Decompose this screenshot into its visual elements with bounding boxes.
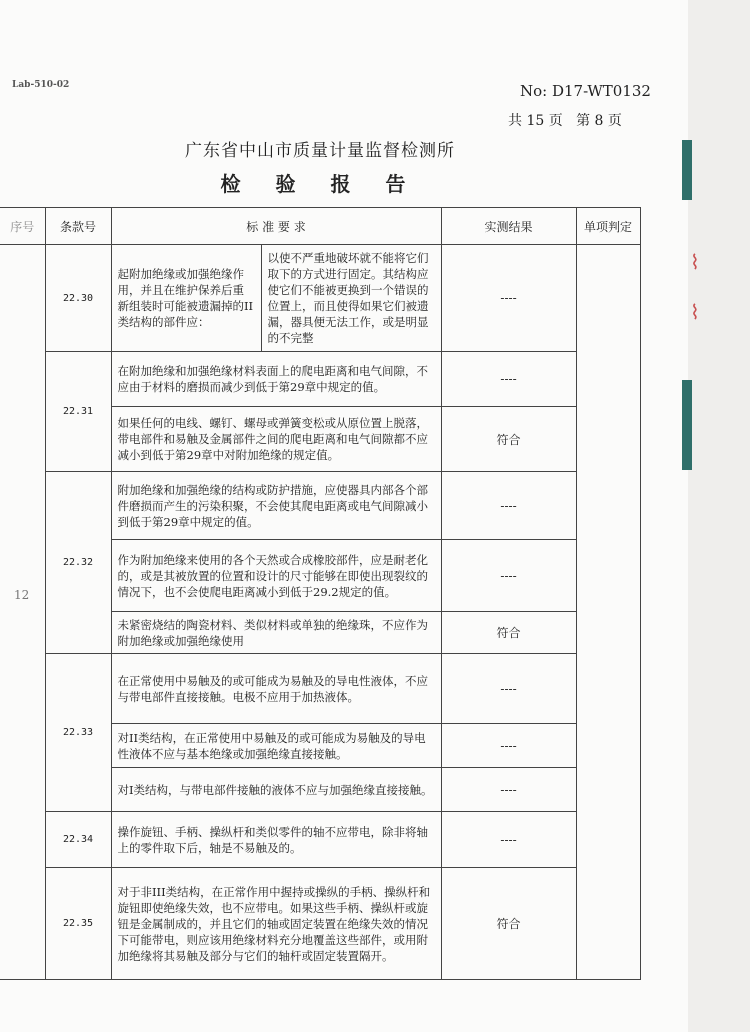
form-code: Lab-510-02 <box>12 80 70 90</box>
result-cell: ---- <box>441 245 576 352</box>
red-stamp-mark: ⌇ <box>690 250 700 274</box>
requirement-cell: 起附加绝缘或加强绝缘作用，并且在维护保养后重新组装时可能被遗漏掉的II类结构的部件应： <box>111 245 261 352</box>
clause-cell: 22.33 <box>45 654 111 812</box>
result-cell: 符合 <box>441 868 576 980</box>
result-cell: ---- <box>441 768 576 812</box>
header-seq: 序号 <box>0 208 45 245</box>
requirement-cell: 如果任何的电线、螺钉、螺母或弹簧变松或从原位置上脱落，带电部件和易触及金属部件之间的爬电距离和电气间隙都不应减小到低于第29章中对附加绝缘的规定值。 <box>111 407 441 472</box>
table-header-row <box>0 208 640 245</box>
table-row <box>0 352 640 407</box>
table-row <box>0 868 640 980</box>
result-cell: ---- <box>441 472 576 540</box>
requirement-cell: 未紧密烧结的陶瓷材料、类似材料或单独的绝缘珠，不应作为附加绝缘或加强绝缘使用 <box>111 612 441 654</box>
result-cell: 符合 <box>441 612 576 654</box>
seq-cell <box>0 245 45 980</box>
table-row <box>0 654 640 724</box>
header-verdict: 单项判定 <box>576 208 640 245</box>
table-row <box>0 245 640 352</box>
result-cell: ---- <box>441 724 576 768</box>
institution-name: 广东省中山市质量计量监督检测所 <box>185 141 455 161</box>
result-cell: ---- <box>441 540 576 612</box>
clause-cell: 22.32 <box>45 472 111 654</box>
result-cell: 符合 <box>441 407 576 472</box>
requirement-cell: 在正常使用中易触及的或可能成为易触及的导电性液体，不应与带电部件直接接触。电极不应用于加热液体。 <box>111 654 441 724</box>
page-edge <box>688 0 750 1032</box>
page-count: 共 15 页 第 8 页 <box>508 113 622 129</box>
requirement-cell: 在附加绝缘和加强绝缘材料表面上的爬电距离和电气间隙，不应由于材料的磨损而减少到低于第29章中规定的值。 <box>111 352 441 407</box>
requirement-cell: 对于非III类结构，在正常作用中握持或操纵的手柄、操纵杆和旋钮即使绝缘失效，也不应带电。如果这些手柄、操纵杆或旋钮是金属制成的，并且它们的轴或固定装置在绝缘失效的情况下可能带电，则应该用绝缘材料充分地覆盖这些部件，或用附加绝缘将其易触及部分与它们的轴杆或固定装置隔开。 <box>111 868 441 980</box>
binder-tab <box>682 380 692 470</box>
header-result: 实测结果 <box>441 208 576 245</box>
red-stamp-mark: ⌇ <box>690 300 700 324</box>
side-number: 12 <box>14 588 30 602</box>
report-title: 检 验 报 告 <box>220 172 420 196</box>
clause-cell: 22.35 <box>45 868 111 980</box>
requirement-cell: 附加绝缘和加强绝缘的结构或防护措施，应使器具内部各个部件磨损而产生的污染积聚，不会使其爬电距离或电气间隙减小到低于第29章中规定的值。 <box>111 472 441 540</box>
result-cell: ---- <box>441 352 576 407</box>
inspection-table <box>0 207 641 980</box>
clause-cell: 22.31 <box>45 352 111 472</box>
requirement-cell: 以使不严重地破坏就不能将它们取下的方式进行固定。其结构应使它们不能被更换到一个错误的位置上，而且使得如果它们被遗漏，器具便无法工作，或是明显的不完整 <box>261 245 441 352</box>
result-cell: ---- <box>441 654 576 724</box>
requirement-cell: 对I类结构，与带电部件接触的液体不应与加强绝缘直接接触。 <box>111 768 441 812</box>
table-row <box>0 812 640 868</box>
requirement-cell: 操作旋钮、手柄、操纵杆和类似零件的轴不应带电，除非将轴上的零件取下后，轴是不易触及的。 <box>111 812 441 868</box>
header-clause: 条款号 <box>45 208 111 245</box>
binder-tab <box>682 140 692 200</box>
requirement-cell: 作为附加绝缘来使用的各个天然或合成橡胶部件，应是耐老化的，或是其被放置的位置和设计的尺寸能够在即使出现裂纹的情况下，也不会使爬电距离减小到低于29.2规定的值。 <box>111 540 441 612</box>
verdict-cell <box>576 245 640 980</box>
header-requirement: 标 准 要 求 <box>111 208 441 245</box>
clause-cell: 22.34 <box>45 812 111 868</box>
report-number: No: D17-WT0132 <box>520 82 651 100</box>
requirement-cell: 对II类结构，在正常使用中易触及的或可能成为易触及的导电性液体不应与基本绝缘或加强绝缘直接接触。 <box>111 724 441 768</box>
result-cell: ---- <box>441 812 576 868</box>
clause-cell: 22.30 <box>45 245 111 352</box>
table-row <box>0 472 640 540</box>
